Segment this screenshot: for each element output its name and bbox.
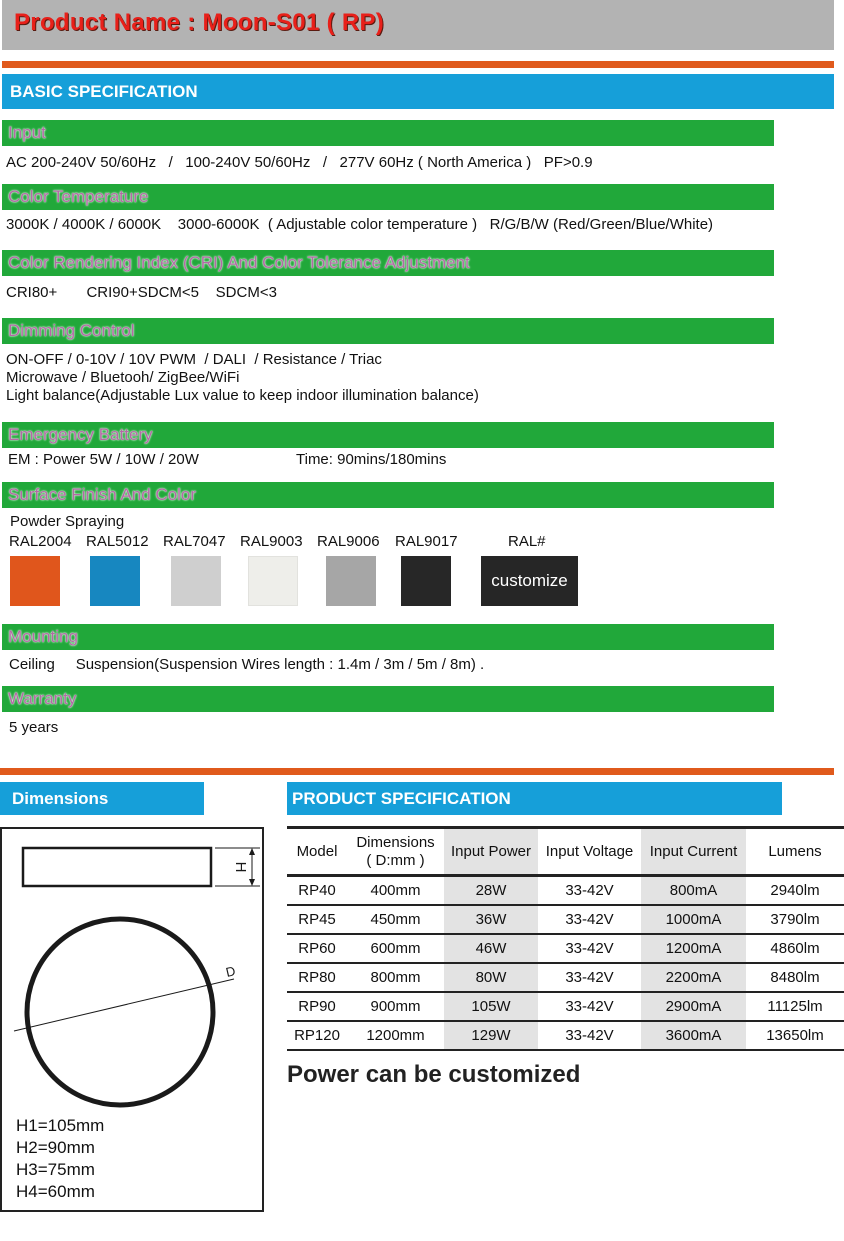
section-mounting-header: Mounting [2,624,774,650]
ral-label-2: RAL7047 [163,533,226,550]
col-input-power: Input Power [444,828,538,876]
swatch-ral9003 [248,556,298,606]
swatch-ral7047 [171,556,221,606]
basic-spec-header: BASIC SPECIFICATION [2,74,834,109]
table-row [287,934,844,963]
mounting-line: Ceiling Suspension(Suspension Wires length : 1.4m / 3m / 5m / 8m) . [9,656,485,673]
table-header-row [287,828,844,876]
ral-label-0: RAL2004 [9,533,72,550]
swatch-ral9006 [326,556,376,606]
cell-lumens: 2940lm [770,881,820,899]
dimensions-header: Dimensions [0,782,204,815]
cell-dimensions: 1200mm [366,1026,425,1044]
cell-lumens: 4860lm [770,939,820,957]
table-row [287,905,844,934]
product-spec-header: PRODUCT SPECIFICATION [287,782,782,815]
ral-label-4: RAL9006 [317,533,380,550]
cell-current: 800mA [641,876,746,905]
cell-dimensions: 600mm [370,939,421,957]
section-input-header: Input [2,120,774,146]
emergency-time: Time: 90mins/180mins [296,451,447,468]
power-customized-note: Power can be customized [287,1061,581,1088]
table-row [287,992,844,1021]
height-h3: H3=75mm [16,1160,95,1179]
cell-voltage: 33-42V [565,1026,614,1044]
section-surface-header: Surface Finish And Color [2,482,774,508]
height-h4: H4=60mm [16,1182,95,1201]
cell-power: 36W [444,905,538,934]
divider-orange-top [2,61,834,68]
section-emergency-header: Emergency Battery [2,422,774,448]
cell-lumens: 3790lm [770,910,820,928]
cell-model: RP60 [298,939,336,957]
cell-power: 80W [444,963,538,992]
dimming-line-3: Light balance(Adjustable Lux value to keep indoor illumination balance) [6,387,479,404]
cell-model: RP45 [298,910,336,928]
ral-custom-label: RAL# [508,533,546,550]
swatch-ral2004 [10,556,60,606]
cell-dimensions: 400mm [370,881,421,899]
cell-lumens: 8480lm [770,968,820,986]
col-input-current: Input Current [641,828,746,876]
section-color-temp-header: Color Temperature [2,184,774,210]
cell-current: 2900mA [641,992,746,1021]
cell-model: RP80 [298,968,336,986]
diameter-label: D [224,963,237,980]
cell-model: RP40 [298,881,336,899]
cell-lumens: 13650lm [766,1026,824,1044]
cell-power: 46W [444,934,538,963]
dimming-line-1: ON-OFF / 0-10V / 10V PWM / DALI / Resistance / Triac [6,351,382,368]
dimensions-panel [0,827,264,1212]
section-dimming-header: Dimming Control [2,318,774,344]
ral-label-3: RAL9003 [240,533,303,550]
cell-voltage: 33-42V [565,910,614,928]
cell-dimensions: 450mm [370,910,421,928]
cell-current: 1000mA [641,905,746,934]
col-dimensions: Dimensions ( D:mm ) [356,833,435,869]
cri-line: CRI80+ CRI90+SDCM<5 SDCM<3 [6,284,277,301]
cell-power: 129W [444,1021,538,1050]
cell-power: 28W [444,876,538,905]
dimming-line-2: Microwave / Bluetooh/ ZigBee/WiFi [6,369,240,386]
cell-power: 105W [444,992,538,1021]
title-bar [2,0,834,50]
section-cri-header: Color Rendering Index (CRI) And Color Tolerance Adjustment [2,250,774,276]
col-input-voltage: Input Voltage [545,843,634,860]
divider-orange-bottom [0,768,834,775]
cell-dimensions: 900mm [370,997,421,1015]
input-line: AC 200-240V 50/60Hz / 100-240V 50/60Hz / 277V 60Hz ( North America ) PF>0.9 [6,154,593,171]
cell-current: 2200mA [641,963,746,992]
cell-voltage: 33-42V [565,939,614,957]
cell-voltage: 33-42V [565,997,614,1015]
height-h1: H1=105mm [16,1116,105,1135]
height-h2: H2=90mm [16,1138,95,1157]
emergency-power: EM : Power 5W / 10W / 20W [8,451,199,468]
color-temp-line: 3000K / 4000K / 6000K 3000-6000K ( Adjustable color temperature ) R/G/B/W (Red/Green/Blue/White) [6,216,714,233]
cell-voltage: 33-42V [565,968,614,986]
table-row [287,963,844,992]
cell-current: 1200mA [641,934,746,963]
swatch-customize: customize [481,556,578,606]
cell-model: RP90 [298,997,336,1015]
cell-model: RP120 [294,1026,340,1044]
section-warranty-header: Warranty [2,686,774,712]
powder-spraying-label: Powder Spraying [10,513,125,530]
cell-dimensions: 800mm [370,968,421,986]
top-view-circle [27,919,213,1105]
ral-label-5: RAL9017 [395,533,458,550]
swatch-ral5012 [90,556,140,606]
height-arrow-top [249,848,255,855]
side-profile-rect [23,848,211,886]
height-arrow-bottom [249,879,255,886]
cell-current: 3600mA [641,1021,746,1050]
page-title: Product Name : Moon-S01 ( RP) [14,9,385,36]
table-row [287,1021,844,1050]
diameter-line [14,979,234,1031]
cell-lumens: 11125lm [767,997,823,1015]
warranty-line: 5 years [9,719,59,736]
table-row [287,876,844,905]
swatch-ral9017 [401,556,451,606]
product-spec-table [287,826,844,1051]
ral-label-1: RAL5012 [86,533,149,550]
col-model: Model [296,843,338,860]
cell-voltage: 33-42V [565,881,614,899]
height-label: H [232,861,250,873]
col-lumens: Lumens [768,843,822,860]
